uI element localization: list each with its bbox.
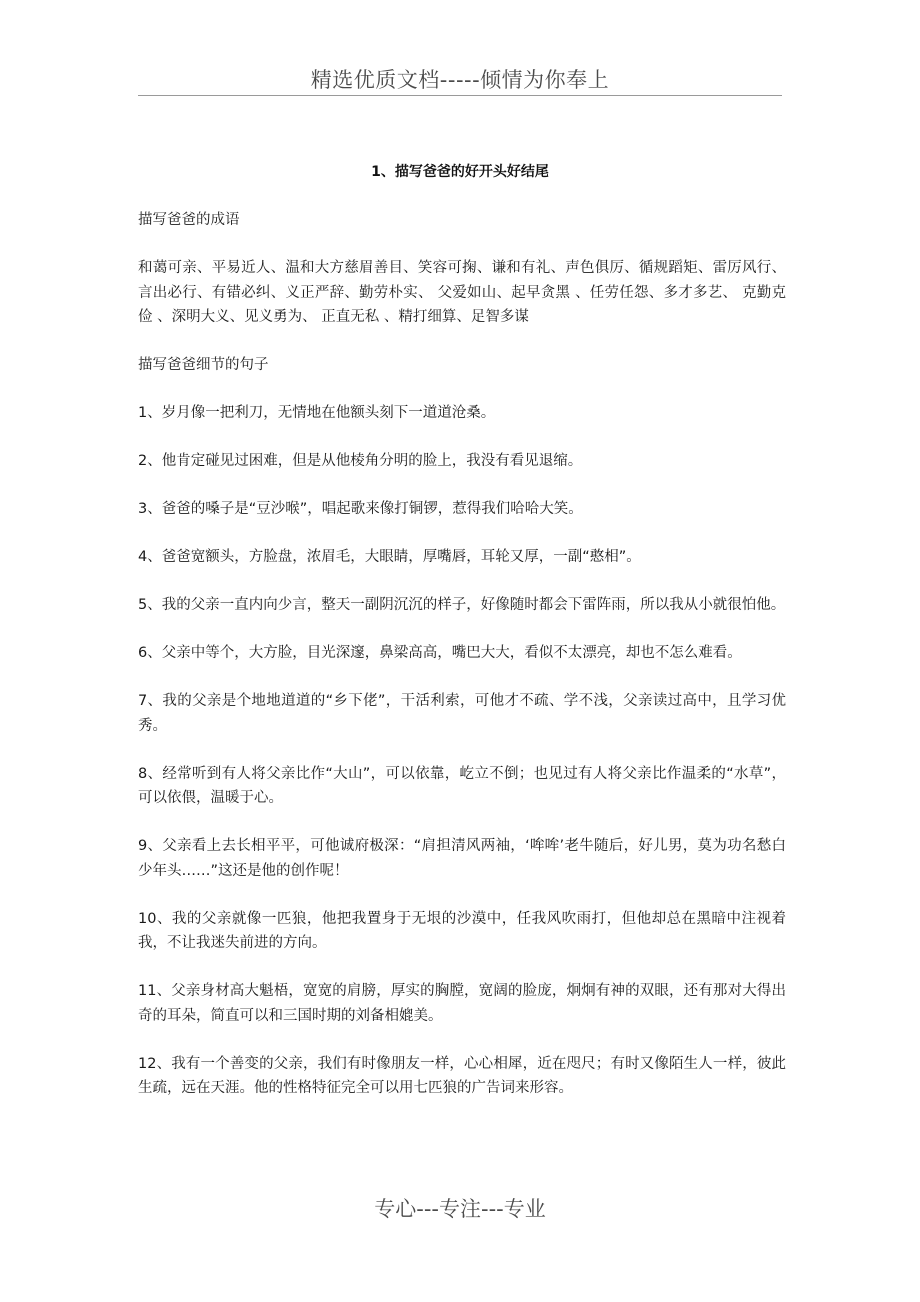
list-item: 9、父亲看上去长相平平，可他诚府极深：“肩担清风两袖，‘哞哞’老牛随后，好儿男，莫为功名愁白少年头……”这还是他的创作呢！ bbox=[138, 838, 786, 879]
list-item: 4、爸爸宽额头，方脸盘，浓眉毛，大眼睛，厚嘴唇，耳轮又厚，一副“憨相”。 bbox=[138, 549, 641, 565]
document-body bbox=[138, 208, 786, 1124]
document-title: 1、描写爸爸的好开头好结尾 bbox=[371, 164, 549, 180]
list-item: 6、父亲中等个，大方脸，目光深邃，鼻梁高高，嘴巴大大，看似不太漂亮，却也不怎么难看。 bbox=[138, 645, 742, 661]
list-item: 2、他肯定碰见过困难，但是从他棱角分明的脸上，我没有看见退缩。 bbox=[138, 453, 583, 469]
section-heading-sentences: 描写爸爸细节的句子 bbox=[138, 357, 269, 373]
list-item: 7、我的父亲是个地地道道的“乡下佬”，干活利索，可他才不疏、学不浅，父亲读过高中，且学习优秀。 bbox=[138, 693, 786, 734]
list-item: 8、经常听到有人将父亲比作“大山”，可以依靠，屹立不倒；也见过有人将父亲比作温柔的“水草”，可以依偎，温暖于心。 bbox=[138, 765, 786, 806]
list-item: 5、我的父亲一直内向少言，整天一副阴沉沉的样子，好像随时都会下雷阵雨，所以我从小就很怕他。 bbox=[138, 597, 786, 613]
list-item: 1、岁月像一把利刀，无情地在他额头刻下一道道沧桑。 bbox=[138, 405, 496, 421]
list-item: 12、我有一个善变的父亲，我们有时像朋友一样，心心相犀，近在咫尺；有时又像陌生人一样，彼此生疏，远在天涯。他的性格特征完全可以用七匹狼的广告词来形容。 bbox=[138, 1055, 786, 1096]
page-footer: 专心---专注---专业 bbox=[374, 1197, 546, 1221]
header-divider bbox=[138, 95, 782, 96]
section-heading-idioms: 描写爸爸的成语 bbox=[138, 212, 240, 228]
list-item: 3、爸爸的嗓子是“豆沙喉”，唱起歌来像打铜锣，惹得我们哈哈大笑。 bbox=[138, 501, 583, 517]
idioms-paragraph: 和蔼可亲、平易近人、温和大方慈眉善目、笑容可掬、谦和有礼、声色俱厉、循规蹈矩、雷厉风行、言出必行、有错必纠、义正严辞、勤劳朴实、 父爱如山、起早贪黑 、任劳任怨、多才多艺、 克勤克俭 、深明大义、见义勇为、 正直无私 、精打细算、足智多谋 bbox=[138, 260, 786, 325]
list-item: 11、父亲身材高大魁梧，宽宽的肩膀，厚实的胸膛，宽阔的脸庞，炯炯有神的双眼，还有那对大得出奇的耳朵，简直可以和三国时期的刘备相媲美。 bbox=[138, 983, 786, 1024]
list-item: 10、我的父亲就像一匹狼，他把我置身于无垠的沙漠中，任我风吹雨打，但他却总在黑暗中注视着我，不让我迷失前进的方向。 bbox=[138, 910, 786, 951]
page-header: 精选优质文档-----倾情为你奉上 bbox=[310, 68, 610, 92]
